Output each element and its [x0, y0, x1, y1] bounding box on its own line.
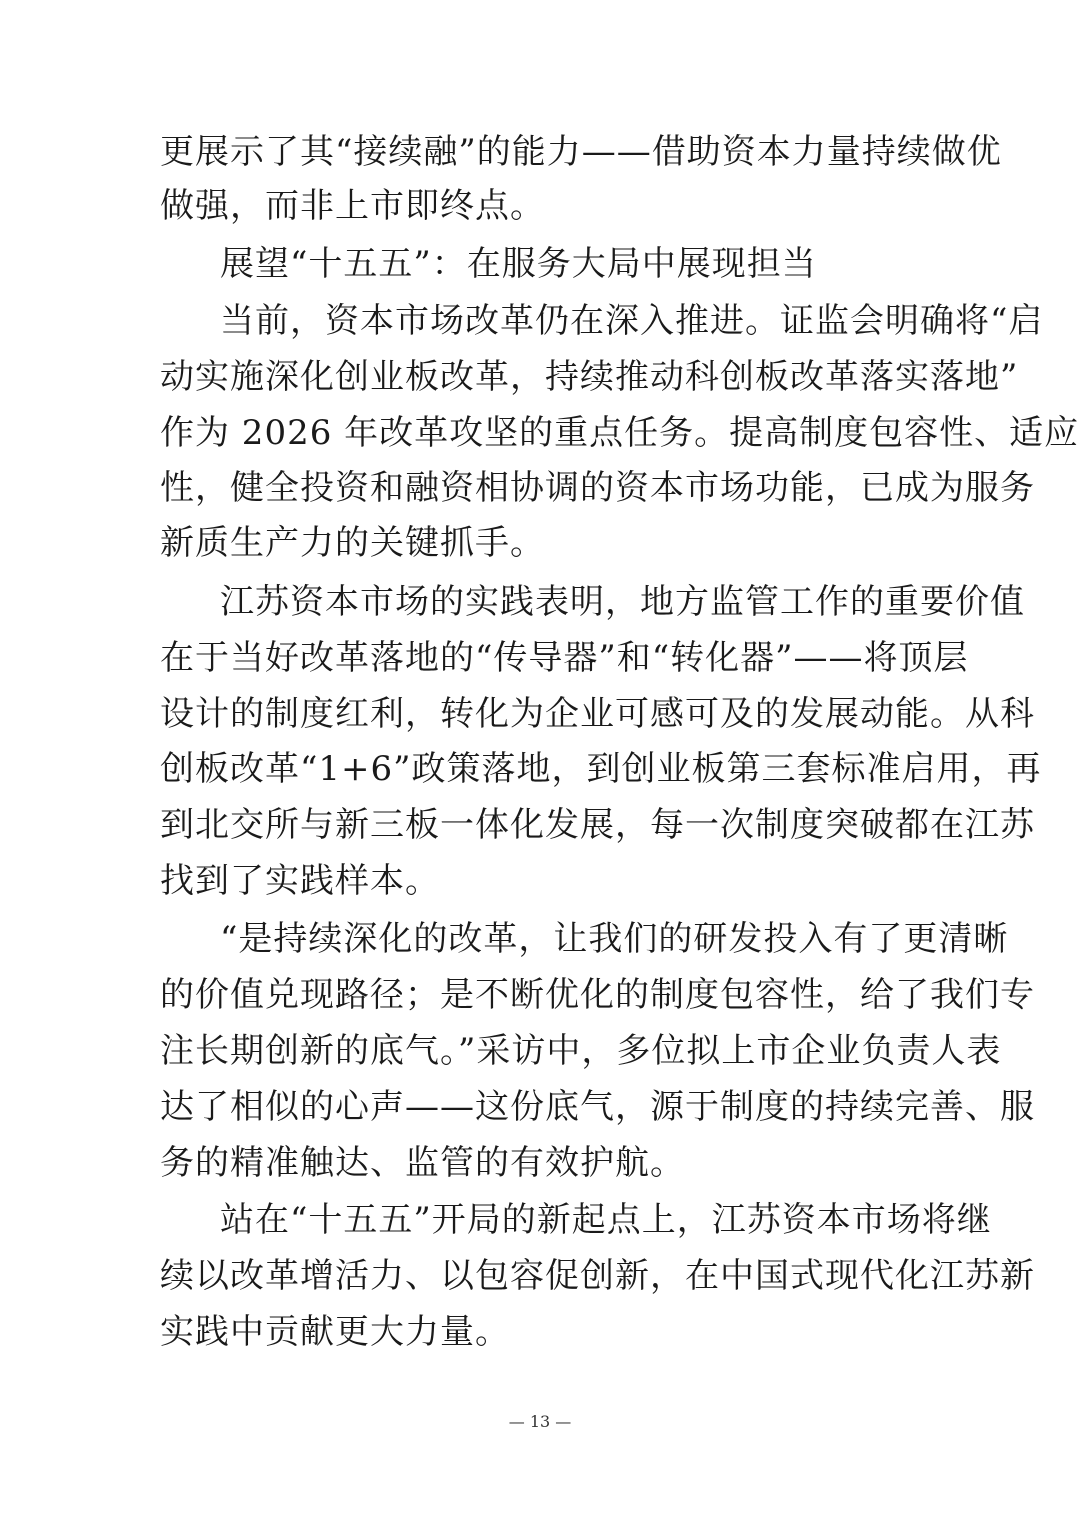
text-line: 务的精准触达、监管的有效护航。 — [160, 1143, 685, 1183]
text-line: 动实施深化创业板改革，持续推动科创板改革落实落地” — [160, 357, 1019, 397]
text-line: “是持续深化的改革，让我们的研发投入有了更清晰 — [220, 919, 1009, 959]
text-line: 做强，而非上市即终点。 — [160, 186, 545, 226]
text-line: 站在“十五五”开局的新起点上，江苏资本市场将继 — [220, 1200, 992, 1240]
text-line: 在于当好改革落地的“传导器”和“转化器”——将顶层 — [160, 638, 969, 678]
text-line: 性，健全投资和融资相协调的资本市场功能，已成为服务 — [160, 468, 1035, 508]
text-line: 达了相似的心声——这份底气，源于制度的持续完善、服 — [160, 1087, 1035, 1127]
section-heading: 展望“十五五”：在服务大局中展现担当 — [220, 244, 817, 284]
text-line: 当前，资本市场改革仍在深入推进。证监会明确将“启 — [220, 301, 1044, 341]
text-line: 作为 2026 年改革攻坚的重点任务。提高制度包容性、适应 — [160, 413, 1080, 453]
text-line: 续以改革增活力、以包容促创新，在中国式现代化江苏新 — [160, 1256, 1035, 1296]
text-line: 注长期创新的底气。”采访中，多位拟上市企业负责人表 — [160, 1031, 1002, 1071]
text-line: 江苏资本市场的实践表明，地方监管工作的重要价值 — [220, 582, 1025, 622]
text-line: 的价值兑现路径；是不断优化的制度包容性，给了我们专 — [160, 975, 1035, 1015]
text-line: 更展示了其“接续融”的能力——借助资本力量持续做优 — [160, 132, 1002, 172]
text-line: 设计的制度红利，转化为企业可感可及的发展动能。从科 — [160, 694, 1035, 734]
text-line: 创板改革“1+6”政策落地，到创业板第三套标准启用，再 — [160, 749, 1042, 789]
text-line: 到北交所与新三板一体化发展，每一次制度突破都在江苏 — [160, 805, 1035, 845]
page-number: — 13 — — [508, 1412, 572, 1431]
text-line: 新质生产力的关键抓手。 — [160, 523, 545, 563]
text-line: 找到了实践样本。 — [160, 861, 440, 901]
text-line: 实践中贡献更大力量。 — [160, 1312, 510, 1352]
